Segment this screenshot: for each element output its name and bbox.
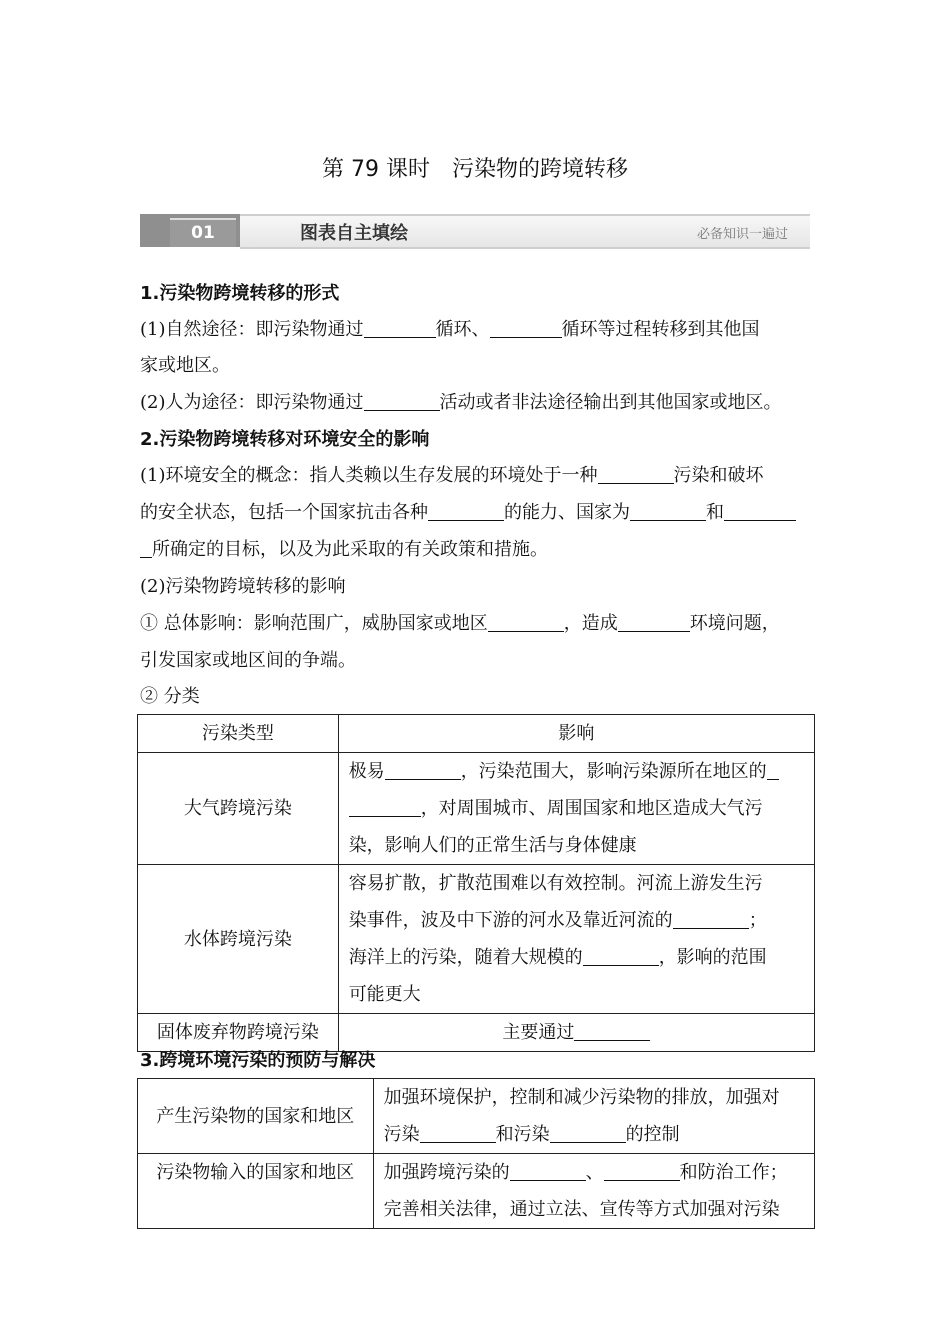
fill-blank: [349, 798, 421, 817]
text: 和: [706, 502, 724, 523]
text: 容易扩散，扩散范围难以有效控制。河流上游发生污: [348, 873, 763, 894]
fill-blank: [630, 502, 706, 521]
fill-blank: [428, 502, 504, 521]
text: 染，影响人们的正常生活与身体健康: [348, 835, 637, 856]
text: (1)自然途径：即污染物通过: [140, 319, 364, 340]
text: 活动或者非法途径输出到其他国家或地区。: [439, 392, 782, 413]
fill-blank: [583, 947, 659, 966]
fill-blank: [618, 613, 690, 632]
s1-paragraph-1-cont: 家或地区。: [140, 355, 230, 376]
table-cell-measure: [373, 1079, 814, 1154]
banner-tag: 必备知识一遍过: [696, 227, 788, 242]
table-cell-measure: [373, 1154, 814, 1229]
pollution-type-table: [137, 714, 815, 1052]
fill-blank: [550, 1124, 626, 1143]
table-cell-effect: [338, 753, 814, 865]
text: ① 总体影响：影响范围广，威胁国家或地区: [140, 613, 488, 634]
text: 和污染: [495, 1124, 550, 1145]
fill-blank: [604, 1162, 680, 1181]
banner-number: 01: [170, 218, 236, 247]
banner-heading: 图表自主填绘: [300, 223, 408, 244]
text: ，污染范围大，影响污染源所在地区的: [460, 761, 767, 782]
text: 可能更大: [348, 984, 421, 1005]
text: 加强跨境污染的: [383, 1162, 510, 1183]
fill-blank: [767, 761, 779, 780]
text: 污染: [383, 1124, 420, 1145]
fill-blank: [420, 1124, 496, 1143]
text: 、: [585, 1162, 604, 1183]
table-cell-type: 大气跨境污染: [138, 753, 339, 865]
fill-blank: [364, 392, 440, 411]
text: 加强环境保护，控制和减少污染物的排放，加强对: [383, 1087, 780, 1108]
fill-blank: [510, 1162, 586, 1181]
s2-paragraph-3-cont: 引发国家或地区间的争端。: [140, 650, 356, 671]
prevention-table: [137, 1078, 815, 1229]
text: 环境问题，: [689, 613, 780, 634]
table-row: [138, 1079, 815, 1154]
text: 海洋上的污染，随着大规模的: [348, 947, 583, 968]
text: 循环等过程转移到其他国: [561, 319, 760, 340]
table-cell-effect: [338, 1014, 814, 1052]
text: 极易: [348, 761, 385, 782]
fill-blank: [385, 761, 461, 780]
text: 所确定的目标，以及为此采取的有关政策和措施。: [152, 539, 548, 560]
fill-blank: [724, 502, 796, 521]
table-cell-type: 固体废弃物跨境污染: [138, 1014, 339, 1052]
table-row: [138, 1154, 815, 1229]
fill-blank: [574, 1022, 650, 1041]
section-2-heading: 2.污染物跨境转移对环境安全的影响: [140, 429, 430, 450]
fill-blank: [673, 910, 749, 929]
table-cell-effect: [338, 865, 814, 1014]
page-title: 第 79 课时 污染物的跨境转移: [322, 157, 628, 182]
text: 的安全状态，包括一个国家抗击各种: [140, 502, 428, 523]
table-header-row: [138, 715, 815, 753]
text: 的能力、国家为: [504, 502, 630, 523]
s2-paragraph-1-line3: [140, 535, 548, 561]
text: 污染和破坏: [673, 465, 764, 486]
text: 和防治工作；: [679, 1162, 788, 1183]
text: (1)环境安全的概念：指人类赖以生存发展的环境处于一种: [140, 465, 598, 486]
section-1-heading: 1.污染物跨境转移的形式: [140, 283, 340, 304]
text: ；: [748, 910, 767, 931]
s2-paragraph-4: ② 分类: [140, 686, 200, 707]
text: 完善相关法律，通过立法、宣传等方式加强对污染: [383, 1199, 780, 1220]
text: 染事件，波及中下游的河水及靠近河流的: [348, 910, 673, 931]
table-header: 污染类型: [138, 715, 339, 753]
text: (2)人为途径：即污染物通过: [140, 392, 364, 413]
fill-blank: [488, 613, 564, 632]
fill-blank: [140, 539, 152, 558]
table-row: [138, 753, 815, 865]
text: ，造成: [563, 613, 618, 634]
s2-paragraph-2: (2)污染物跨境转移的影响: [140, 576, 346, 597]
text: 的控制: [625, 1124, 680, 1145]
s1-paragraph-1: [140, 315, 760, 341]
table-cell-label: 产生污染物的国家和地区: [138, 1079, 374, 1154]
text: ，对周围城市、周围国家和地区造成大气污: [420, 798, 763, 819]
s2-paragraph-1: [140, 461, 764, 487]
fill-blank: [598, 465, 674, 484]
s2-paragraph-1-line2: [140, 498, 796, 524]
text: 循环、: [435, 319, 490, 340]
text: 主要通过: [502, 1022, 575, 1043]
section-3-heading: 3.跨境环境污染的预防与解决: [140, 1050, 376, 1071]
table-row: [138, 865, 815, 1014]
table-header: 影响: [338, 715, 814, 753]
fill-blank: [364, 319, 436, 338]
text: ，影响的范围: [658, 947, 767, 968]
fill-blank: [490, 319, 562, 338]
s1-paragraph-2: [140, 388, 782, 414]
s2-paragraph-3: [140, 609, 780, 635]
table-cell-label: 污染物输入的国家和地区: [138, 1154, 374, 1229]
section-banner: [140, 214, 810, 247]
table-cell-type: 水体跨境污染: [138, 865, 339, 1014]
